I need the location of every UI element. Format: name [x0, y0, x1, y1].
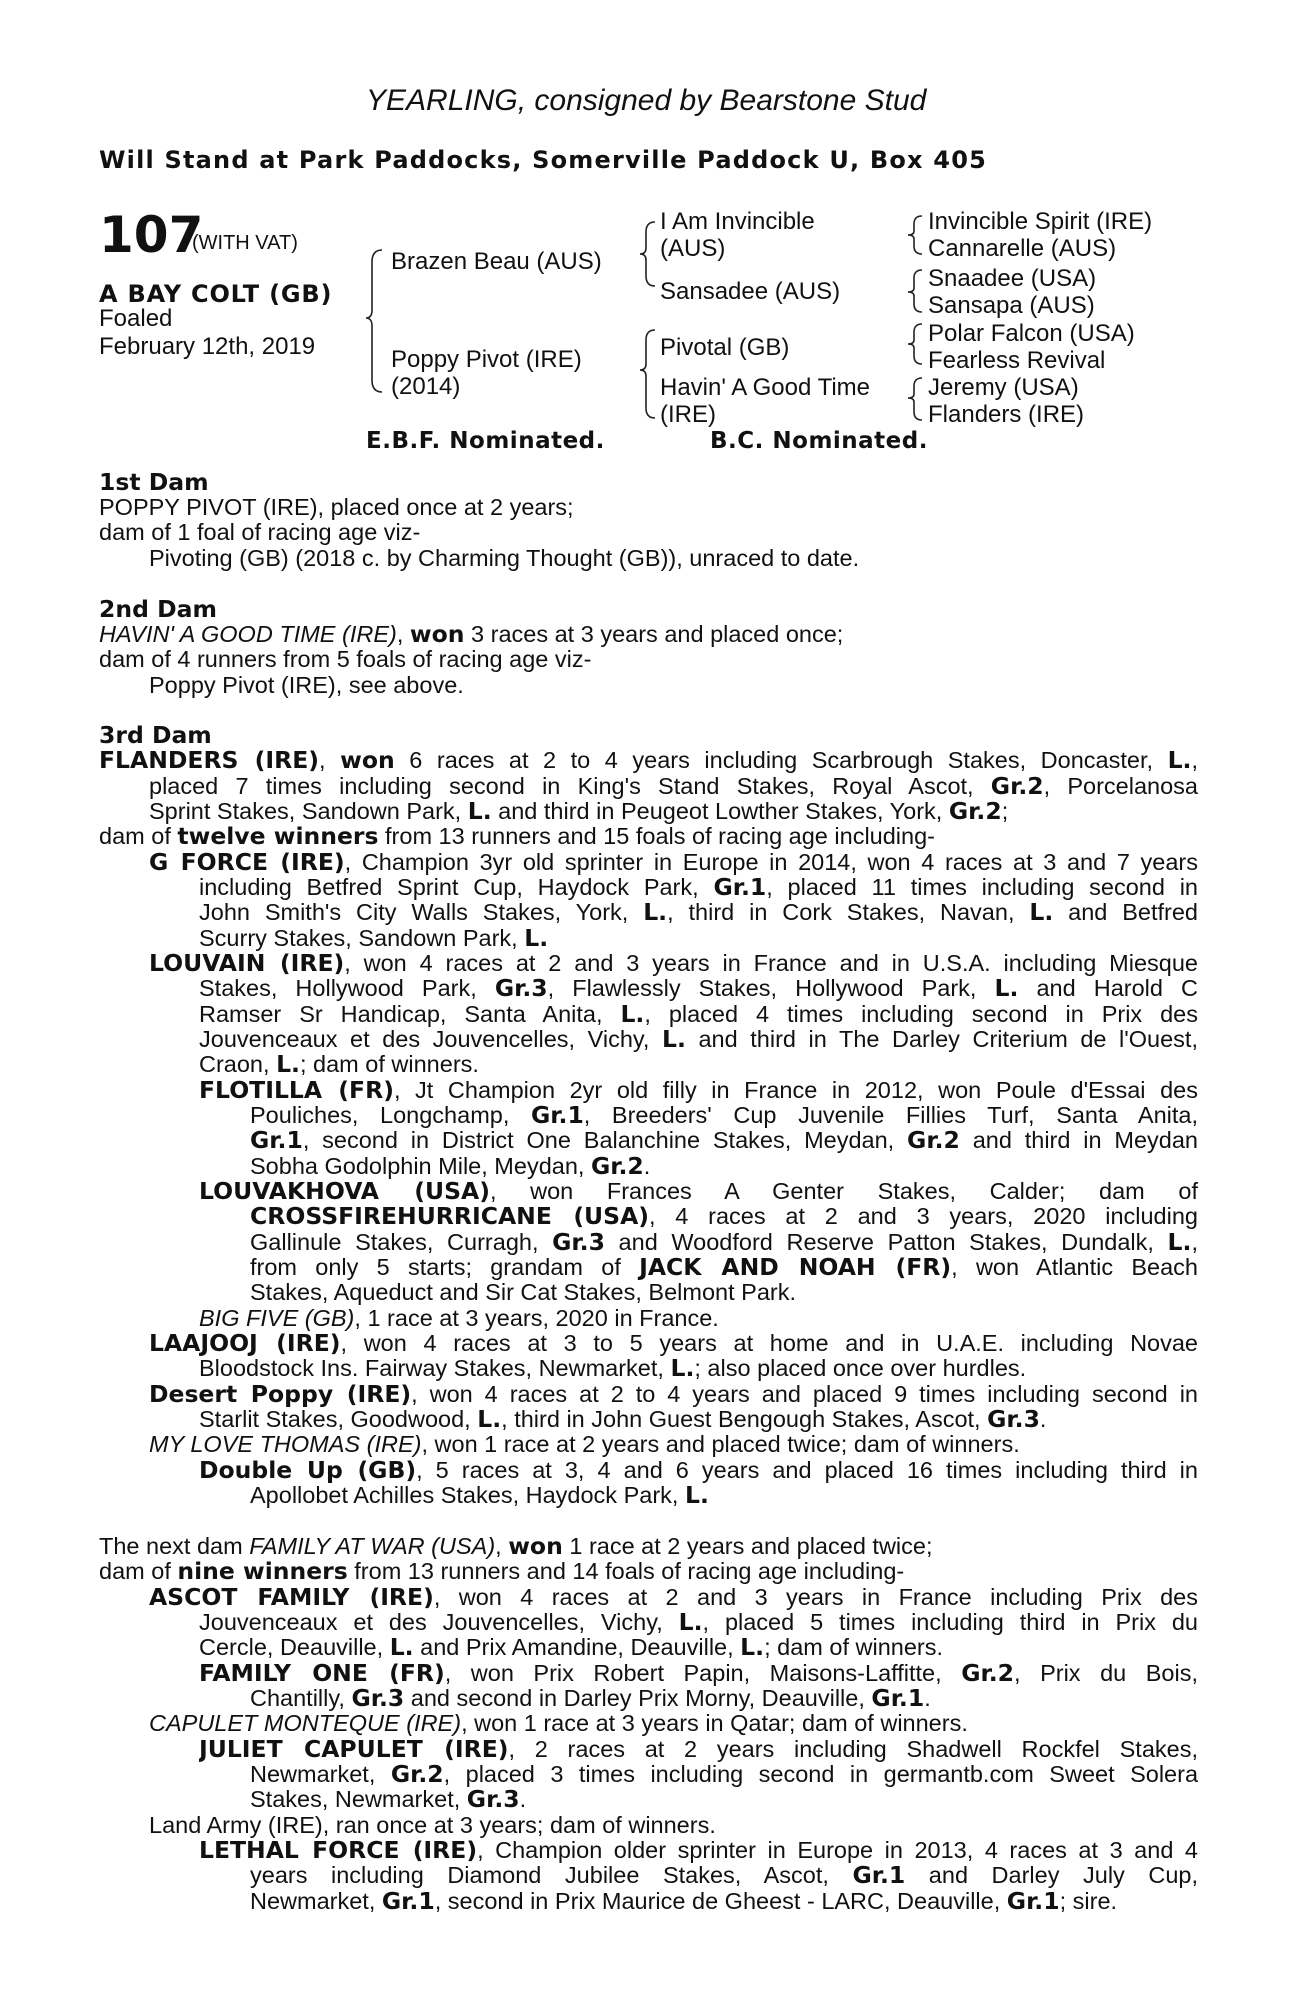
- grade: L.: [662, 1027, 686, 1053]
- horse-name: Desert Poppy (IRE): [149, 1382, 412, 1408]
- grade: L.: [994, 976, 1019, 1002]
- page-heading: YEARLING, consigned by Bearstone Stud: [366, 84, 927, 117]
- text: , Jt Champion 2yr old filly in France in 2012, won Poule d'Essai des: [393, 1078, 1198, 1103]
- progeny-line: [250, 1103, 1198, 1129]
- progeny-line: [149, 850, 1198, 876]
- text: , second in Prix Maurice de Gheest - LARC, Deauville,: [434, 1888, 1007, 1914]
- text: Scurry Stakes, Sandown Park,: [199, 925, 525, 951]
- brace-main: [366, 250, 382, 392]
- pedigree-dam-dam-line2: (IRE): [660, 401, 716, 428]
- horse-name: Double Up (GB): [199, 1458, 417, 1484]
- text: ,: [1191, 748, 1198, 773]
- horse-name: FAMILY AT WAR (USA): [249, 1533, 496, 1559]
- progeny-line: [250, 1204, 1198, 1230]
- text: years including Diamond Jubilee Stakes, Ascot,: [250, 1863, 853, 1888]
- grade: Gr.3: [987, 1405, 1040, 1433]
- text: and second in Darley Prix Morny, Deauville,: [404, 1685, 872, 1711]
- second-dam-line: Poppy Pivot (IRE), see above.: [149, 672, 464, 698]
- text: Chantilly,: [250, 1685, 352, 1711]
- pedigree-sire: Brazen Beau (AUS): [391, 248, 602, 275]
- second-dam-line: dam of 4 runners from 5 foals of racing age viz-: [99, 646, 592, 672]
- text: , won 1 race at 2 years and placed twice; dam of winners.: [421, 1431, 1020, 1457]
- third-dam-heading: 3rd Dam: [99, 721, 212, 749]
- text: , third in John Guest Bengough Stakes, Ascot,: [501, 1406, 988, 1432]
- text: 6 races at 2 to 4 years including Scarbrough Stakes, Doncaster,: [394, 748, 1168, 773]
- text: and third in Peugeot Lowther Stakes, York,: [491, 798, 949, 824]
- grade: L.: [477, 1405, 502, 1433]
- horse-name: LOUVAIN (IRE): [149, 951, 345, 977]
- text: , placed 5 times including third in Prix du: [702, 1610, 1198, 1635]
- grade: Gr.3: [466, 1785, 520, 1813]
- progeny-line: [199, 926, 548, 952]
- grade: L.: [524, 924, 549, 952]
- text: , Flawlessly Stakes, Hollywood Park,: [547, 976, 995, 1001]
- grade: Gr.1: [530, 1103, 584, 1129]
- text: .: [1039, 1406, 1047, 1432]
- text: , 2 races at 2 years including Shadwell Rockfel Stakes,: [508, 1737, 1198, 1762]
- ebf-nominated: E.B.F. Nominated.: [366, 428, 605, 454]
- bc-nominated: B.C. Nominated.: [710, 428, 928, 454]
- horse-name: CROSSFIREHURRICANE (USA): [250, 1204, 649, 1230]
- text: John Smith's City Walls Stakes, York,: [199, 900, 644, 925]
- text: The next dam: [99, 1533, 250, 1559]
- text: , third in Cork Stakes, Navan,: [667, 900, 1030, 925]
- next-dam-line: [99, 1559, 904, 1585]
- text: placed 7 times including second in King's Stand Stakes, Royal Ascot,: [149, 774, 991, 799]
- progeny-line: [250, 1255, 1198, 1281]
- text: , won Frances A Genter Stakes, Calder; dam of: [489, 1179, 1198, 1204]
- grade: Gr.2: [390, 1762, 444, 1788]
- grade: L.: [1167, 748, 1192, 774]
- second-dam-line: HAVIN' A GOOD TIME (IRE), won 3 races at 3 years and placed once;: [99, 620, 844, 648]
- text: and Darley July Cup,: [905, 1863, 1198, 1888]
- first-dam-heading: 1st Dam: [99, 468, 209, 496]
- pedigree-g8: Flanders (IRE): [928, 401, 1085, 428]
- pedigree-sire-dam: Sansadee (AUS): [660, 278, 841, 305]
- text: , won Atlantic Beach: [951, 1255, 1198, 1280]
- text: Jouvenceaux et des Jouvencelles, Vichy,: [199, 1027, 663, 1052]
- pedigree-sire-sire-line1: I Am Invincible: [660, 208, 815, 235]
- text: from only 5 starts; grandam of: [250, 1255, 640, 1280]
- progeny-line: [199, 1078, 1198, 1104]
- horse-name: LAAJOOJ (IRE): [149, 1331, 341, 1357]
- horse-name: HAVIN' A GOOD TIME (IRE): [99, 621, 397, 647]
- text: Newmarket,: [250, 1762, 391, 1787]
- progeny-line: [149, 1711, 968, 1737]
- progeny-line: [250, 1863, 1198, 1889]
- horse-name: CAPULET MONTEQUE (IRE): [149, 1710, 462, 1736]
- text: dam of: [99, 823, 178, 849]
- text: , second in District One Balanchine Stakes, Meydan,: [302, 1128, 908, 1153]
- vat-label: (WITH VAT): [192, 232, 298, 254]
- text: ;: [1001, 798, 1009, 824]
- grade: L.: [1029, 900, 1054, 926]
- text: , won 4 races at 2 to 4 years and placed 9 times including second in: [411, 1382, 1198, 1407]
- first-dam-line: POPPY PIVOT (IRE), placed once at 2 years;: [99, 494, 574, 520]
- pedigree-g4: Sansapa (AUS): [928, 292, 1095, 319]
- pedigree-g1: Invincible Spirit (IRE): [928, 208, 1153, 235]
- text: .: [643, 1153, 651, 1179]
- progeny-line: [250, 1230, 1198, 1256]
- grade: Gr.1: [381, 1887, 435, 1915]
- progeny-line: Stakes, Aqueduct and Sir Cat Stakes, Belmont Park.: [250, 1279, 797, 1305]
- horse-name: LETHAL FORCE (IRE): [199, 1838, 478, 1864]
- third-dam-line: FLANDERS (IRE), won 6 races at 2 to 4 years including Scarbrough Stakes, Doncaster, L.,: [99, 748, 1198, 774]
- grade: Gr.3: [351, 1684, 405, 1712]
- text: and third in Meydan: [959, 1128, 1198, 1153]
- progeny-line: [199, 1661, 1198, 1687]
- text: Cercle, Deauville,: [199, 1634, 390, 1660]
- text: Newmarket,: [250, 1888, 382, 1914]
- brace-g3: [908, 324, 922, 364]
- pedigree-dam-sire: Pivotal (GB): [660, 334, 790, 361]
- first-dam-line: Pivoting (GB) (2018 c. by Charming Thought (GB)), unraced to date.: [149, 545, 860, 571]
- second-dam-heading: 2nd Dam: [99, 595, 217, 623]
- text: , 1 race at 3 years, 2020 in France.: [354, 1305, 719, 1331]
- horse-name: LOUVAKHOVA (USA): [199, 1179, 490, 1205]
- pedigree-dam-line2: (2014): [391, 373, 461, 400]
- text: , won Prix Robert Papin, Maisons-Laffitte,: [444, 1661, 962, 1686]
- text: , Breeders' Cup Juvenile Fillies Turf, Santa Anita,: [583, 1103, 1198, 1128]
- progeny-line: [199, 1356, 1026, 1382]
- horse-name: FLANDERS (IRE): [99, 748, 320, 774]
- progeny-line: [250, 1154, 650, 1180]
- brace-g2: [908, 270, 922, 312]
- pedigree-g5: Polar Falcon (USA): [928, 320, 1135, 347]
- progeny-line: [149, 951, 1198, 977]
- text: , Porcelanosa: [1043, 774, 1198, 799]
- progeny-line: [250, 1762, 1198, 1788]
- horse-name: FLOTILLA (FR): [199, 1078, 394, 1104]
- grade: Gr.1: [1006, 1887, 1060, 1915]
- text: .: [924, 1685, 931, 1711]
- text: ; dam of winners.: [299, 1051, 479, 1077]
- grade: Gr.2: [948, 797, 1002, 825]
- pedigree-dam-dam-line1: Havin' A Good Time: [660, 374, 871, 401]
- horse-name: BIG FIVE (GB): [199, 1305, 355, 1331]
- text: Jouvenceaux et des Jouvencelles, Vichy,: [199, 1610, 679, 1635]
- brace-dam: [640, 330, 655, 418]
- text: Ramser Sr Handicap, Santa Anita,: [199, 1002, 621, 1027]
- text: Pouliches, Longchamp,: [250, 1103, 531, 1128]
- text: , won 4 races at 3 to 5 years at home and in U.A.E. including Novae: [340, 1331, 1198, 1356]
- horse-name: JULIET CAPULET (IRE): [199, 1737, 509, 1763]
- text: ,: [1191, 1230, 1198, 1255]
- progeny-line: [199, 875, 1198, 901]
- text: , 4 races at 2 and 3 years, 2020 including: [649, 1204, 1198, 1229]
- winners-count: nine winners: [177, 1557, 348, 1585]
- third-dam-line: [99, 824, 935, 850]
- text: ; dam of winners.: [764, 1634, 944, 1660]
- progeny-line: [199, 1027, 1198, 1053]
- grade: Gr.1: [871, 1684, 925, 1712]
- grade: Gr.2: [961, 1661, 1014, 1687]
- progeny-line: [199, 1407, 1046, 1433]
- grade: Gr.2: [907, 1128, 960, 1154]
- text: ; sire.: [1059, 1888, 1118, 1914]
- grade: L.: [740, 1633, 765, 1661]
- text: 1 race at 2 years and placed twice;: [562, 1533, 933, 1559]
- brace-sire: [640, 222, 655, 286]
- progeny-line: [250, 1787, 526, 1813]
- horse-name: MY LOVE THOMAS (IRE): [149, 1431, 422, 1457]
- grade: L.: [276, 1050, 300, 1078]
- text: , placed 11 times including second in: [766, 875, 1198, 900]
- grade: Gr.1: [713, 875, 767, 901]
- text: and third in The Darley Criterium de l'Ouest,: [685, 1027, 1198, 1052]
- text: , Prix du Bois,: [1014, 1661, 1198, 1686]
- brace-g1: [908, 216, 922, 254]
- text: including Betfred Sprint Cup, Haydock Park,: [199, 875, 714, 900]
- grade: Gr.1: [852, 1863, 906, 1889]
- text: Starlit Stakes, Goodwood,: [199, 1406, 478, 1432]
- grade: L.: [620, 1002, 645, 1028]
- progeny-line: [250, 1483, 709, 1509]
- text: dam of: [99, 1558, 178, 1584]
- text: .: [519, 1786, 527, 1812]
- progeny-line: Land Army (IRE), ran once at 3 years; dam of winners.: [149, 1812, 716, 1838]
- grade: L.: [670, 1354, 695, 1382]
- won-text: won: [508, 1532, 563, 1560]
- brace-g4: [908, 378, 922, 420]
- grade: Gr.3: [494, 976, 548, 1002]
- pedigree-g7: Jeremy (USA): [928, 374, 1079, 401]
- horse-name: G FORCE (IRE): [149, 850, 345, 876]
- progeny-line: [199, 1610, 1198, 1636]
- text: from 13 runners and 14 foals of racing age including-: [347, 1558, 905, 1584]
- grade: L.: [684, 1481, 709, 1509]
- progeny-line: [199, 1737, 1198, 1763]
- won-text: won: [340, 748, 395, 774]
- foaled-date: February 12th, 2019: [99, 333, 316, 360]
- horse-name: ASCOT FAMILY (IRE): [149, 1585, 434, 1611]
- text: , placed 3 times including second in germantb.com Sweet Solera: [443, 1762, 1198, 1787]
- progeny-line: [199, 1052, 479, 1078]
- stable-location: Will Stand at Park Paddocks, Somerville Paddock U, Box 405: [99, 146, 987, 174]
- grade: L.: [678, 1610, 703, 1636]
- progeny-line: [250, 1128, 1198, 1154]
- text: , Champion older sprinter in Europe in 2013, 4 races at 3 and 4: [477, 1838, 1198, 1863]
- text: and Betfred: [1053, 900, 1198, 925]
- text: Gallinule Stakes, Curragh,: [250, 1230, 553, 1255]
- lot-description: A BAY COLT (GB): [99, 280, 333, 308]
- text: ,: [495, 1533, 509, 1559]
- text: Craon,: [199, 1051, 277, 1077]
- next-dam-line: [99, 1534, 933, 1560]
- progeny-line: [250, 1889, 1117, 1915]
- text: 3 races at 3 years and placed once;: [464, 621, 844, 647]
- progeny-line: [199, 1635, 943, 1661]
- text: ; also placed once over hurdles.: [694, 1355, 1027, 1381]
- text: from 13 runners and 15 foals of racing age including-: [378, 823, 935, 849]
- text: Sobha Godolphin Mile, Meydan,: [250, 1153, 591, 1179]
- progeny-line: [149, 1432, 1020, 1458]
- lot-number: 107: [99, 206, 204, 264]
- text: Stakes, Hollywood Park,: [199, 976, 495, 1001]
- progeny-line: [199, 1838, 1198, 1864]
- horse-name: JACK AND NOAH (FR): [639, 1255, 952, 1281]
- foaled-label: Foaled: [99, 305, 173, 332]
- progeny-line: [199, 900, 1198, 926]
- progeny-line: [149, 1585, 1198, 1611]
- progeny-line: [149, 1382, 1198, 1408]
- grade: L.: [643, 900, 668, 926]
- progeny-line: [199, 1002, 1198, 1028]
- text: , won 4 races at 2 and 3 years in France including Prix des: [433, 1585, 1198, 1610]
- text: , Champion 3yr old sprinter in Europe in 2014, won 4 races at 3 and 7 years: [344, 850, 1198, 875]
- grade: Gr.2: [590, 1152, 644, 1180]
- winners-count: twelve winners: [177, 822, 379, 850]
- pedigree-sire-sire-line2: (AUS): [660, 235, 726, 262]
- third-dam-line: [149, 774, 1198, 800]
- grade: Gr.1: [250, 1128, 303, 1154]
- text: , 5 races at 3, 4 and 6 years and placed 16 times including third in: [416, 1458, 1198, 1483]
- text: Sprint Stakes, Sandown Park,: [149, 798, 468, 824]
- progeny-line: [199, 1458, 1198, 1484]
- text: Stakes, Newmarket,: [250, 1786, 467, 1812]
- won-text: won: [409, 620, 465, 648]
- text: Apollobet Achilles Stakes, Haydock Park,: [250, 1482, 685, 1508]
- text: and Prix Amandine, Deauville,: [413, 1634, 741, 1660]
- text: , won 4 races at 2 and 3 years in France and in U.S.A. including Miesque: [344, 951, 1198, 976]
- grade: L.: [1167, 1230, 1192, 1256]
- text: Bloodstock Ins. Fairway Stakes, Newmarket,: [199, 1355, 671, 1381]
- grade: Gr.2: [990, 774, 1044, 800]
- grade: Gr.3: [552, 1230, 605, 1256]
- text: , placed 4 times including second in Prix des: [644, 1002, 1198, 1027]
- pedigree-g2: Cannarelle (AUS): [928, 235, 1117, 262]
- text: and Woodford Reserve Patton Stakes, Dundalk,: [604, 1230, 1168, 1255]
- text: , won 1 race at 3 years in Qatar; dam of winners.: [461, 1710, 968, 1736]
- horse-name: FAMILY ONE (FR): [199, 1661, 445, 1687]
- first-dam-line: dam of 1 foal of racing age viz-: [99, 519, 421, 545]
- grade: L.: [389, 1633, 414, 1661]
- progeny-line: [250, 1686, 931, 1712]
- pedigree-g6: Fearless Revival: [928, 347, 1106, 374]
- grade: L.: [467, 797, 492, 825]
- pedigree-dam-line1: Poppy Pivot (IRE): [391, 346, 582, 373]
- pedigree-g3: Snaadee (USA): [928, 265, 1097, 292]
- progeny-line: [199, 976, 1198, 1002]
- progeny-line: [199, 1179, 1198, 1205]
- text: and Harold C: [1018, 976, 1198, 1001]
- progeny-line: [199, 1306, 719, 1332]
- progeny-line: [149, 1331, 1198, 1357]
- third-dam-line: [149, 799, 1008, 825]
